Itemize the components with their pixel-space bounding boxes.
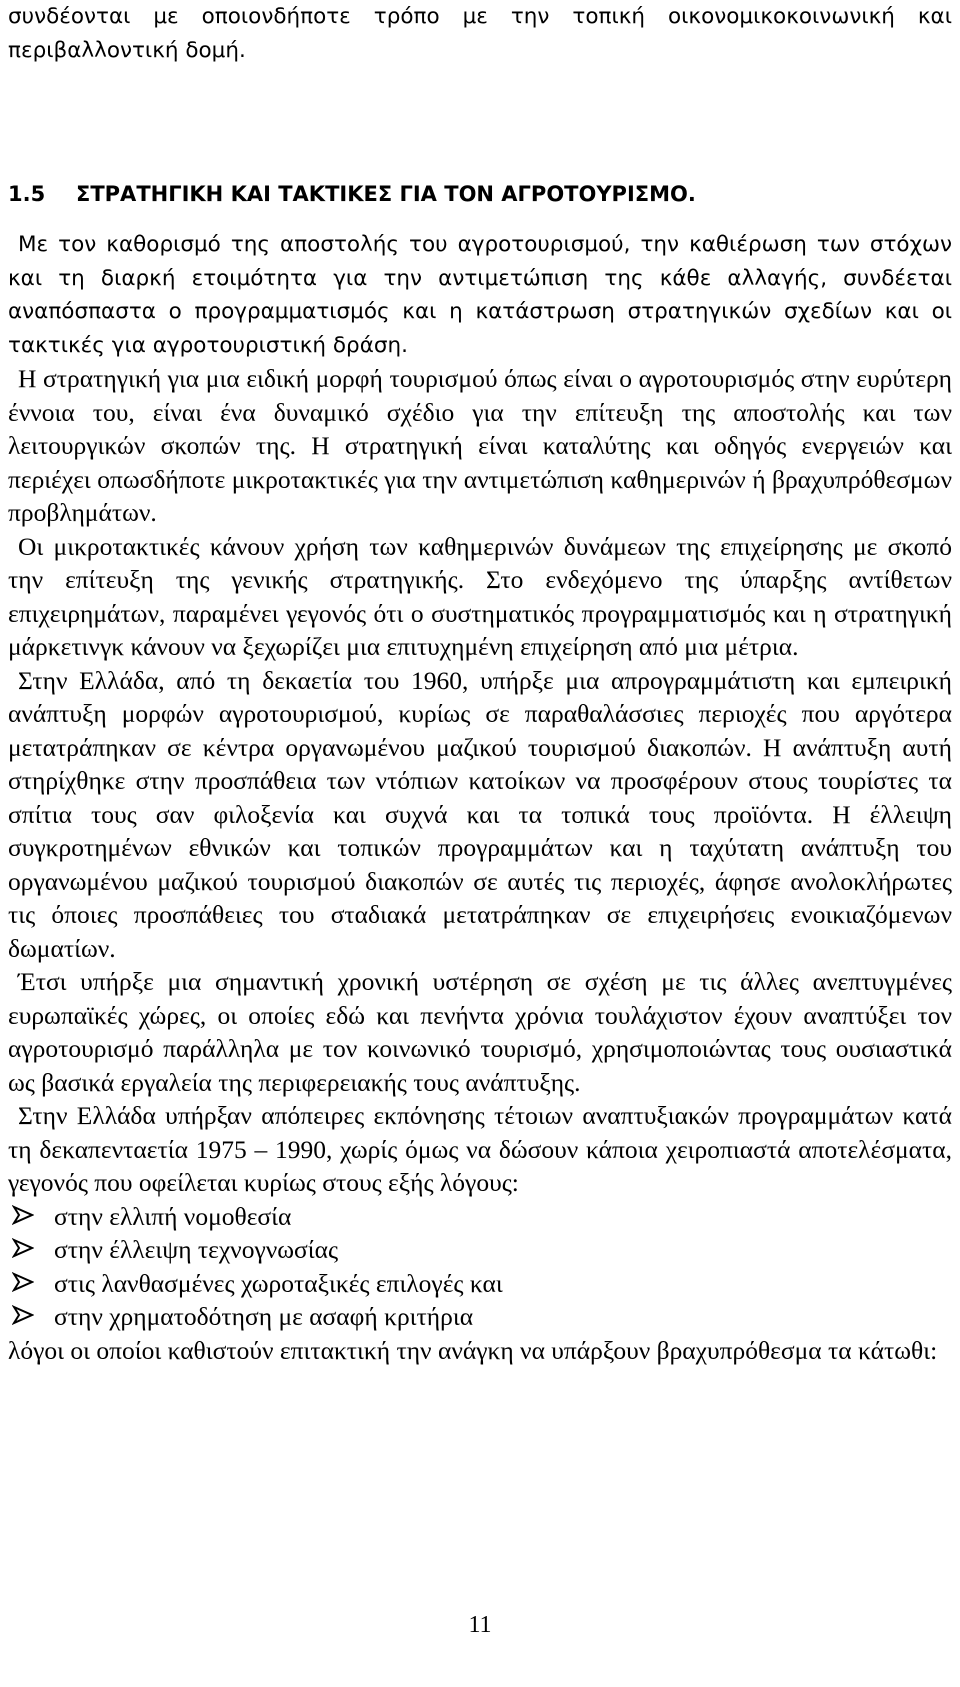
- paragraph: Στην Ελλάδα υπήρξαν απόπειρες εκπόνησης τέτοιων αναπτυξιακών προγραμμάτων κατά τη δεκαπενταετία 1975 – 1990, χωρίς όμως να δώσουν κάποια χειροπιαστά αποτελέσματα, γεγονός που οφείλεται κυρίως στους εξής λόγους:: [8, 1101, 952, 1197]
- paragraph: Με τον καθορισμό της αποστολής του αγροτουρισμού, την καθιέρωση των στόχων και τη διαρκή ετοιμότητα για την αντιμετώπιση της κάθε αλλαγής, συνδέεται αναπόσπαστα ο προγραμματισμός και η κατάστρωση στρατηγικών σχεδίων και οι τακτικές για αγροτουριστική δράση.: [8, 232, 952, 358]
- paragraph: Η στρατηγική για μια ειδική μορφή τουρισμού όπως είναι ο αγροτουρισμός στην ευρύτερη έννοια του, είναι ένα δυναμικό σχέδιο για την επίτευξη της αποστολής και των λειτουργικών σκοπών της. Η στρατηγική είναι καταλύτης και οδηγός ενεργειών και περιέχει οπωσδήποτε μικροτακτικές για την αντιμετώπιση καθημερινών ή βραχυπρόθεσμων προβλημάτων.: [8, 364, 952, 527]
- section-title: ΣΤΡΑΤΗΓΙΚΗ ΚΑΙ ΤΑΚΤΙΚΕΣ ΓΙΑ ΤΟΝ ΑΓΡΟΤΟΥΡΙΣΜΟ.: [76, 182, 696, 206]
- list-item: [8, 1267, 952, 1301]
- list-item: [8, 1200, 952, 1234]
- paragraph: Οι μικροτακτικές κάνουν χρήση των καθημερινών δυνάμεων της επιχείρησης με σκοπό την επίτευξη της γενικής στρατηγικής. Στο ενδεχόμενο της ύπαρξης αντίθετων επιχειρημάτων, παραμένει γεγονός ότι ο συστηματικός προγραμματισμός και η στρατηγική μάρκετινγκ κάνουν να ξεχωρίζει μια επιτυχημένη επιχείρηση από μια μέτρια.: [8, 531, 952, 661]
- section-heading: [8, 178, 952, 211]
- list-item-text: στην χρηματοδότηση με ασαφή κριτήρια: [54, 1302, 474, 1331]
- paragraph: Έτσι υπήρξε μια σημαντική χρονική υστέρηση σε σχέση με τις άλλες ανεπτυγμένες ευρωπαϊκές χώρες, οι οποίες εδώ και πενήντα χρόνια τουλάχιστον έχουν αναπτύξει τον αγροτουρισμό παράλληλα με τον κοινωνικό τουρισμό, χρησιμοποιώντας τους ουσιαστικά ως βασικά εργαλεία της περιφερειακής τους ανάπτυξης.: [8, 967, 952, 1097]
- paragraph: Στην Ελλάδα, από τη δεκαετία του 1960, υπήρξε μια απρογραμμάτιστη και εμπειρική ανάπτυξη μορφών αγροτουρισμού, κυρίως σε παραθαλάσσιες περιοχές που αργότερα μετατράπηκαν σε κέντρα οργανωμένου μαζικού τουρισμού διακοπών. Η ανάπτυξη αυτή στηρίχθηκε στην προσπάθεια των ντόπιων κατοίκων να προσφέρουν στους τουρίστες τα σπίτια τους σαν φιλοξενία και συχνά και τα τοπικά τους προϊόντα. Η έλλειψη συγκροτημένων εθνικών και τοπικών προγραμμάτων και η ταχύτατη ανάπτυξη του οργανωμένου μαζικού τουρισμού διακοπών σε αυτές τις περιοχές, άφησε ανολοκλήρωτες τις όποιες προσπάθειες του σταδιακά μετατράπηκαν σε επιχειρήσεις ενοικιαζόμενων δωματίων.: [8, 665, 952, 963]
- page-number: 11: [468, 1612, 492, 1638]
- arrowhead-bullet-icon: [12, 1200, 34, 1234]
- section-number: 1.5: [8, 182, 46, 206]
- intro-paragraph: συνδέονται με οποιονδήποτε τρόπο με την τοπική οικονομικοκοινωνική και περιβαλλοντική δομή.: [8, 4, 952, 63]
- section-body: [8, 228, 952, 1367]
- list-item: [8, 1233, 952, 1267]
- list-item: [8, 1300, 952, 1334]
- list-item-text: στις λανθασμένες χωροταξικές επιλογές και: [54, 1268, 503, 1298]
- reasons-list: [8, 1200, 952, 1334]
- arrowhead-bullet-icon: [12, 1300, 34, 1334]
- arrowhead-bullet-icon: [12, 1267, 34, 1301]
- list-item-text: στην ελλιπή νομοθεσία: [54, 1201, 292, 1231]
- closing-paragraph: λόγοι οι οποίοι καθιστούν επιτακτική την ανάγκη να υπάρξουν βραχυπρόθεσμα τα κάτωθι:: [8, 1335, 938, 1365]
- arrowhead-bullet-icon: [12, 1233, 34, 1267]
- list-item-text: στην έλλειψη τεχνογνωσίας: [54, 1235, 339, 1264]
